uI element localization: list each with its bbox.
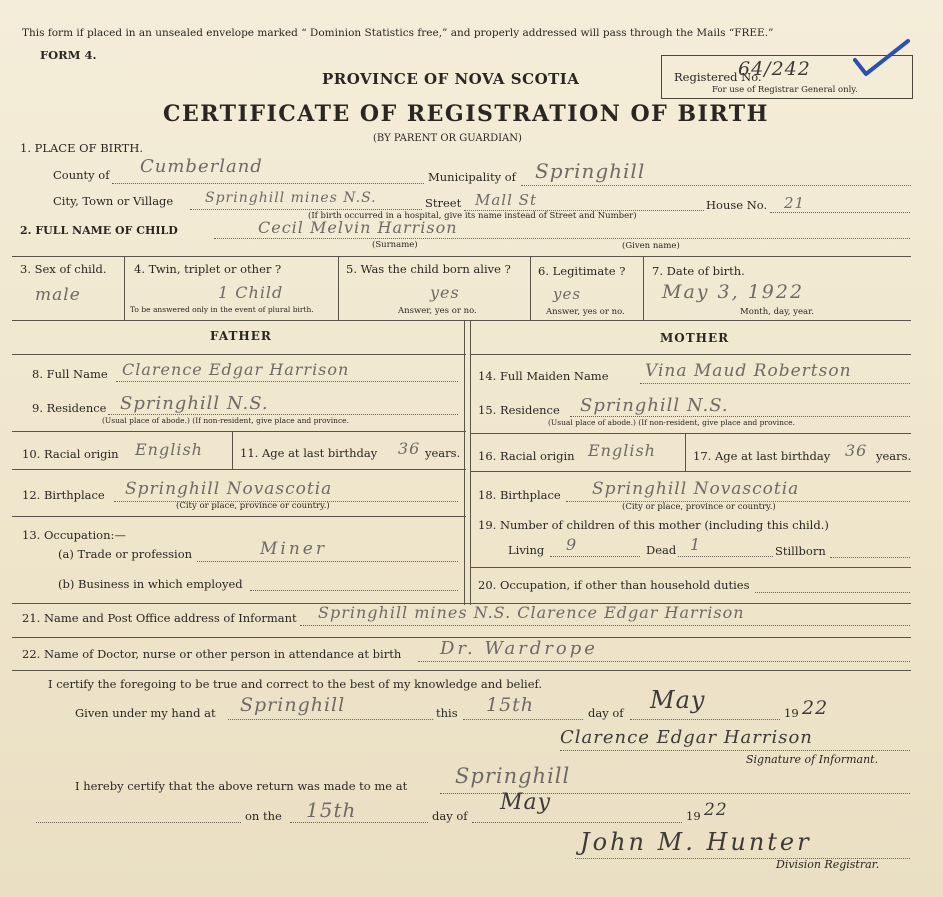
mother-birthplace-value: Springhill Novascotia: [592, 479, 800, 499]
on-the-label: on the: [245, 809, 282, 823]
house-value: 21: [784, 194, 806, 212]
legitimate-label: 6. Legitimate ?: [538, 264, 626, 278]
mother-birthplace-label: 18. Birthplace: [478, 488, 561, 502]
mother-residence-value: Springhill N.S.: [580, 395, 729, 416]
county-value: Cumberland: [140, 156, 263, 177]
mother-birthplace-note: (City or place, province or country.): [622, 502, 776, 512]
father-birthplace-label: 12. Birthplace: [22, 488, 105, 502]
mother-name-label: 14. Full Maiden Name: [478, 369, 609, 383]
father-race-value: English: [135, 440, 203, 459]
stillborn-label: Stillborn: [775, 544, 826, 558]
mother-age-value: 36: [845, 441, 868, 460]
registrar-day-of-label: day of: [432, 809, 468, 823]
registrar-place: Springhill: [455, 764, 571, 788]
mother-race-label: 16. Racial origin: [478, 449, 575, 463]
registrar-day: 15th: [306, 798, 357, 822]
surname-note: (Surname): [372, 240, 418, 250]
father-name-label: 8. Full Name: [32, 367, 108, 381]
dob-label: 7. Date of birth.: [652, 264, 745, 278]
given-name-note: (Given name): [622, 241, 680, 251]
mother-name-value: Vina Maud Robertson: [645, 361, 852, 381]
registrar-year-prefix: 19: [686, 809, 701, 823]
doctor-label: 22. Name of Doctor, nurse or other person in attendance at birth: [22, 647, 402, 661]
sex-label: 3. Sex of child.: [20, 262, 107, 276]
child-name-value: Cecil Melvin Harrison: [258, 218, 458, 237]
registrar-signature-caption: Division Registrar.: [776, 858, 880, 871]
occupation-label: 13. Occupation:—: [22, 528, 126, 542]
registrar-note: For use of Registrar General only.: [712, 85, 858, 95]
living-label: Living: [508, 543, 545, 557]
given-label: Given under my hand at: [75, 706, 216, 720]
father-birthplace-note: (City or place, province or country.): [176, 501, 330, 511]
living-value: 9: [566, 535, 578, 554]
alive-note: Answer, yes or no.: [398, 306, 477, 316]
certification-statement: I certify the foregoing to be true and correct to the best of my knowledge and belief.: [48, 677, 543, 691]
mail-notice: This form if placed in an unsealed envelope marked “ Dominion Statistics free,” and properly addressed will pass through the Mails “FREE.”: [22, 27, 774, 39]
informant-signature-caption: Signature of Informant.: [746, 753, 879, 766]
mother-residence-note: (Usual place of abode.) (If non-resident, give place and province.: [548, 418, 795, 427]
registrar-signature: John M. Hunter: [580, 828, 812, 856]
given-day: 15th: [486, 694, 535, 716]
registered-label: Registered No.: [674, 70, 762, 84]
year-prefix: 19: [784, 706, 799, 720]
mother-age-label: 17. Age at last birthday: [693, 449, 831, 463]
mother-heading: MOTHER: [660, 331, 730, 345]
city-value: Springhill mines N.S.: [205, 190, 377, 206]
father-residence-label: 9. Residence: [32, 401, 107, 415]
day-of-label: day of: [588, 706, 624, 720]
registrar-month: May: [500, 790, 552, 815]
certificate-subtitle: (BY PARENT OR GUARDIAN): [373, 133, 522, 144]
mother-residence-label: 15. Residence: [478, 403, 560, 417]
given-month: May: [650, 686, 706, 714]
father-years-label: years.: [425, 446, 461, 460]
registrar-statement: I hereby certify that the above return was made to me at: [75, 779, 408, 793]
twin-label: 4. Twin, triplet or other ?: [134, 262, 282, 276]
mother-years-label: years.: [876, 449, 912, 463]
trade-value: Miner: [260, 539, 327, 559]
informant-signature: Clarence Edgar Harrison: [560, 727, 813, 748]
twin-value: 1 Child: [218, 283, 284, 302]
alive-label: 5. Was the child born alive ?: [346, 262, 511, 276]
informant-label: 21. Name and Post Office address of Informant: [22, 611, 297, 625]
child-name-label: 2. FULL NAME OF CHILD: [20, 224, 178, 237]
checkmark-icon: [852, 38, 912, 80]
dead-value: 1: [690, 535, 702, 554]
form-number: FORM 4.: [40, 48, 97, 62]
dead-label: Dead: [646, 543, 677, 557]
business-label: (b) Business in which employed: [58, 577, 243, 591]
father-age-value: 36: [398, 439, 421, 458]
informant-value: Springhill mines N.S. Clarence Edgar Harrison: [318, 603, 745, 622]
father-race-label: 10. Racial origin: [22, 447, 119, 461]
this-label: this: [436, 706, 458, 720]
dob-note: Month, day, year.: [740, 307, 814, 317]
doctor-value: Dr. Wardrope: [440, 638, 598, 659]
legitimate-value: yes: [553, 285, 582, 303]
trade-label: (a) Trade or profession: [58, 547, 193, 561]
street-label: Street: [425, 196, 462, 210]
father-residence-note: (Usual place of abode.) (If non-resident, give place and province.: [102, 416, 349, 425]
registrar-year-suffix: 22: [704, 800, 728, 820]
hospital-note: (If birth occurred in a hospital, give its name instead of Street and Number): [308, 211, 637, 221]
children-label: 19. Number of children of this mother (including this child.): [478, 518, 829, 532]
certificate-title: CERTIFICATE OF REGISTRATION OF BIRTH: [163, 101, 769, 127]
place-of-birth-heading: 1. PLACE OF BIRTH.: [20, 141, 144, 155]
father-residence-value: Springhill N.S.: [120, 393, 269, 414]
registered-number: 64/242: [738, 58, 811, 80]
legitimate-note: Answer, yes or no.: [546, 307, 625, 317]
house-label: House No.: [706, 198, 768, 212]
twin-note: To be answered only in the event of plural birth.: [130, 305, 314, 314]
mother-occupation-label: 20. Occupation, if other than household duties: [478, 578, 750, 592]
dob-value: May 3, 1922: [662, 281, 805, 303]
father-heading: FATHER: [210, 329, 272, 343]
given-place: Springhill: [240, 694, 346, 716]
alive-value: yes: [430, 283, 460, 302]
street-value: Mall St: [475, 191, 537, 209]
mother-race-value: English: [588, 441, 656, 460]
municipality-label: Municipality of: [428, 170, 516, 184]
county-label: County of: [53, 168, 110, 182]
father-name-value: Clarence Edgar Harrison: [122, 360, 350, 379]
father-birthplace-value: Springhill Novascotia: [125, 479, 333, 499]
city-label: City, Town or Village: [53, 194, 174, 208]
province-heading: PROVINCE OF NOVA SCOTIA: [322, 70, 580, 88]
year-suffix: 22: [802, 697, 829, 719]
father-age-label: 11. Age at last birthday: [240, 446, 378, 460]
sex-value: male: [35, 285, 81, 305]
municipality-value: Springhill: [535, 159, 646, 183]
